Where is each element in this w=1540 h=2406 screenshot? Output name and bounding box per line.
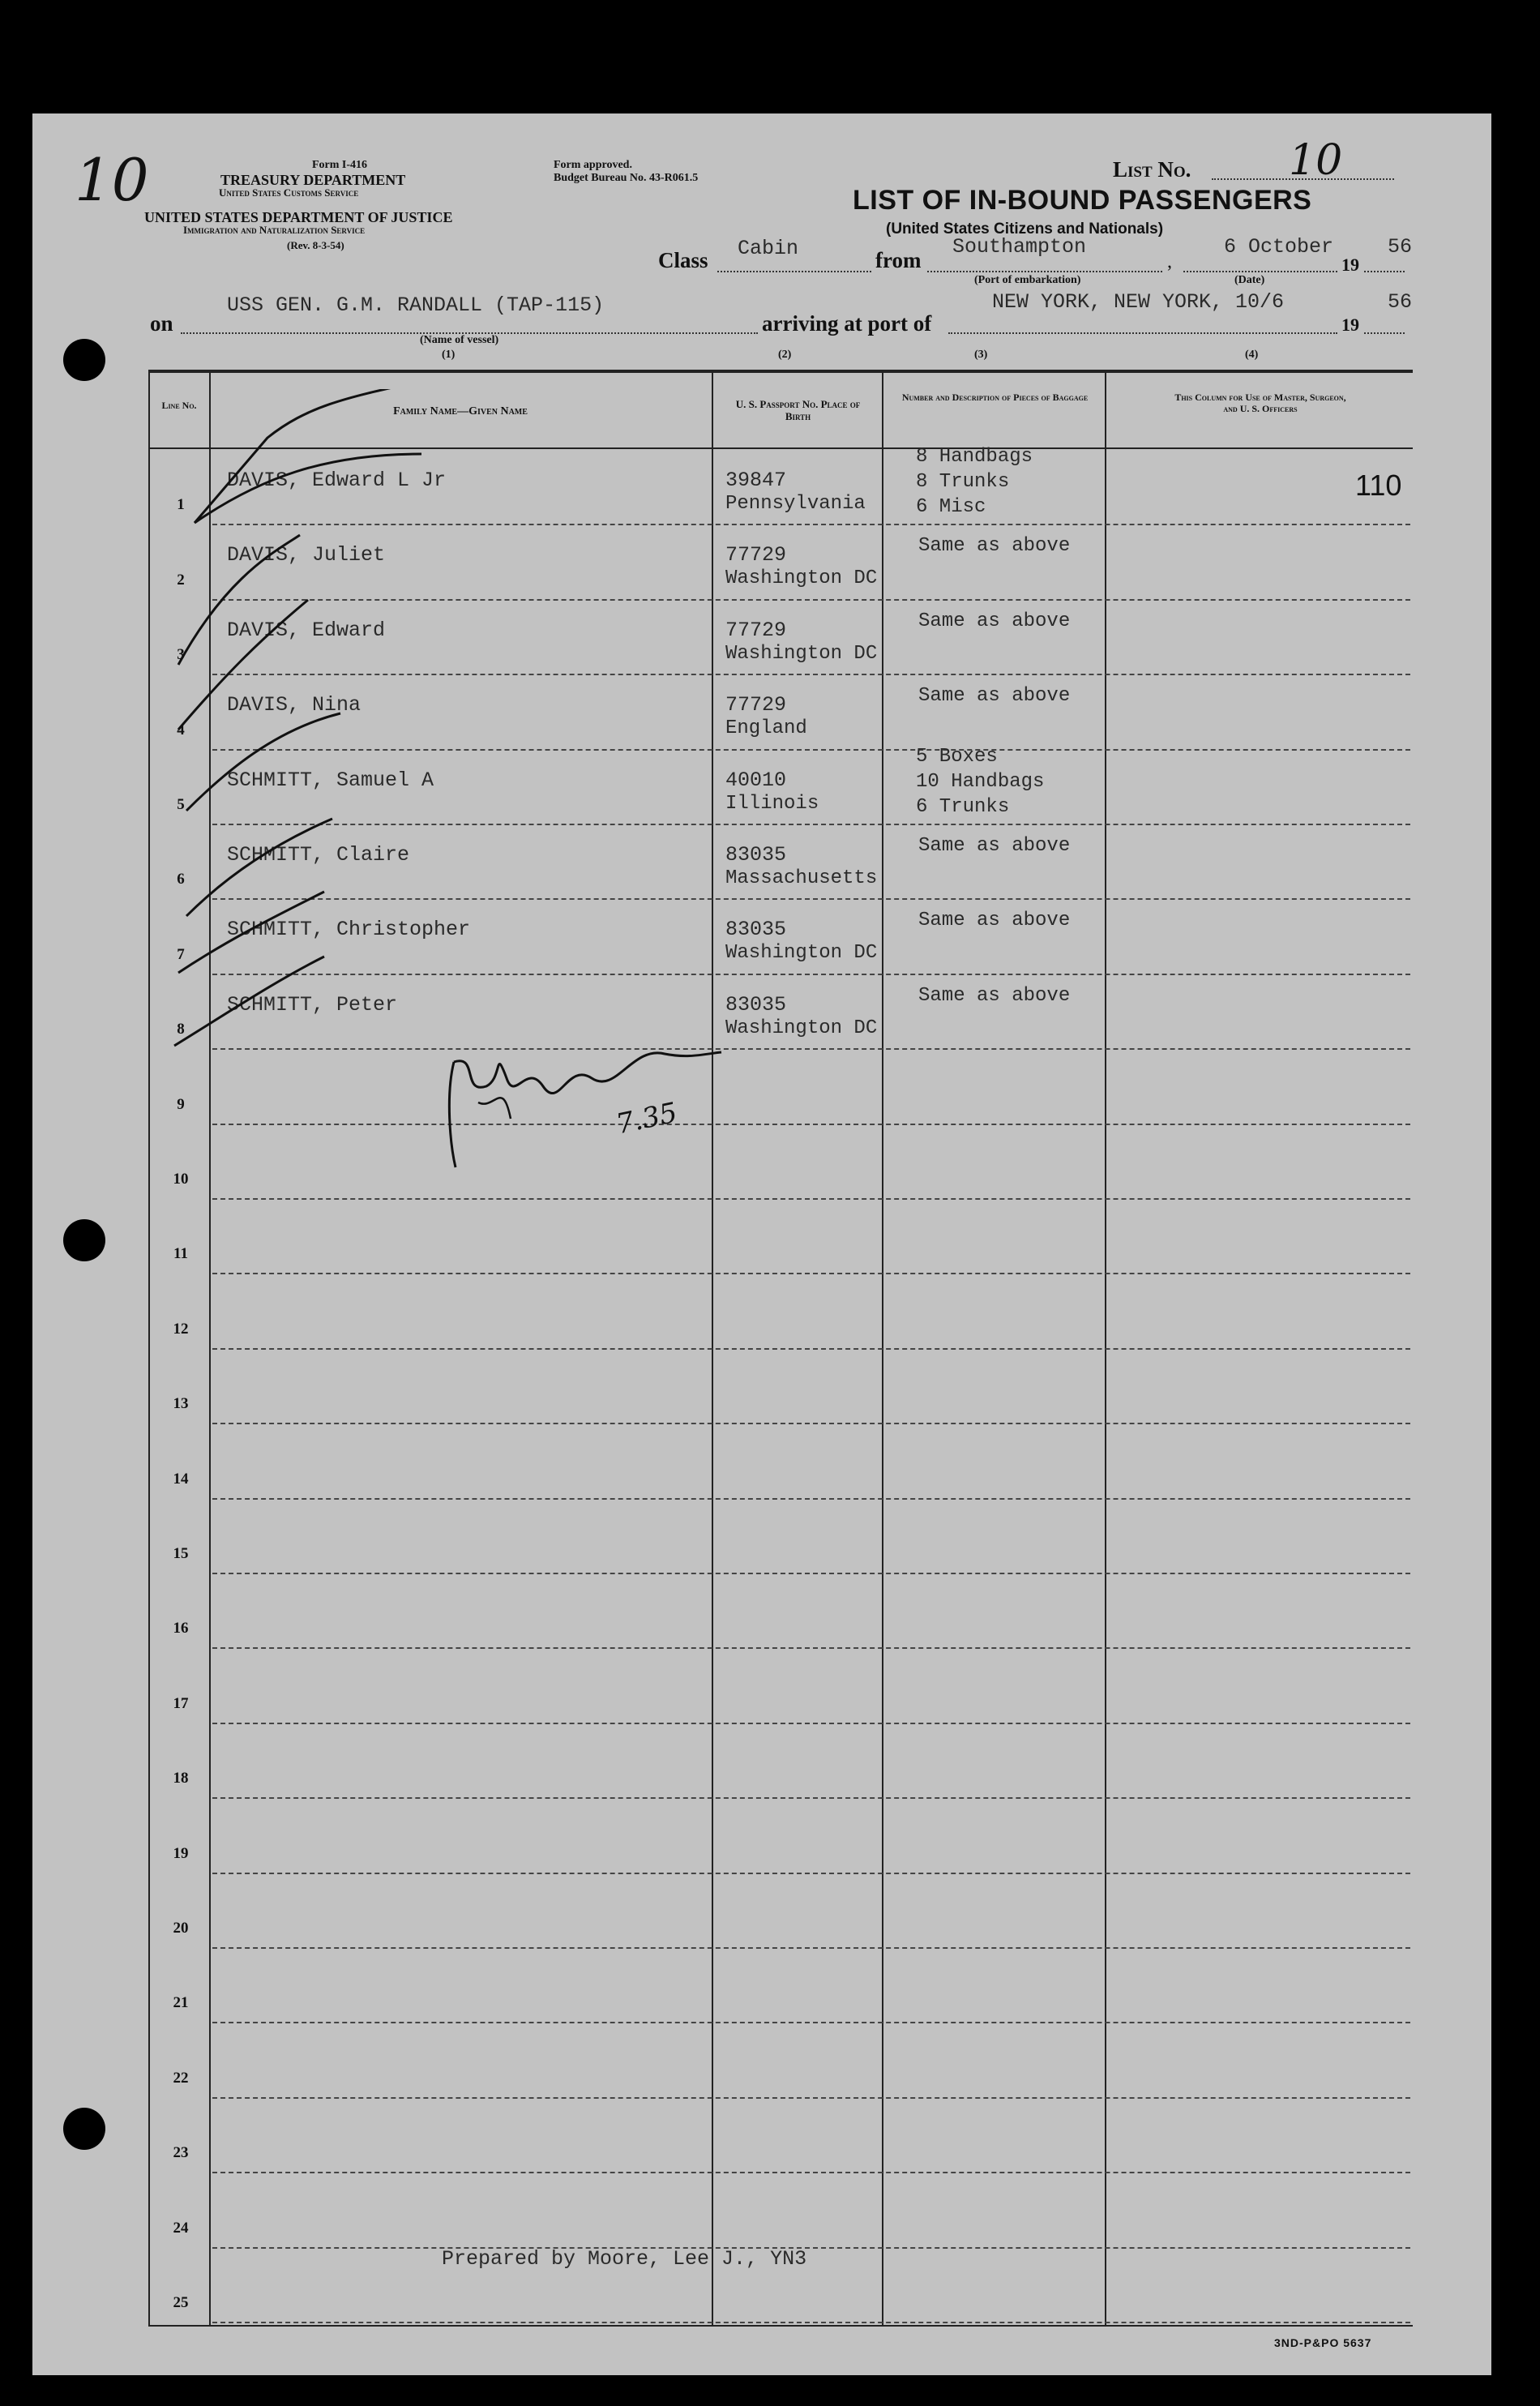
table-bottom-border [148, 2325, 1413, 2327]
justice-dept: UNITED STATES DEPARTMENT OF JUSTICE [144, 209, 453, 225]
passport-number: 77729 [725, 543, 787, 567]
date-caption: (Date) [1234, 274, 1265, 286]
officer-note: 110 [1355, 469, 1402, 502]
year2-field-line [1364, 332, 1405, 334]
row-separator [212, 1198, 1410, 1200]
row-separator [212, 1273, 1410, 1274]
place-of-birth: Pennsylvania [725, 493, 866, 515]
line-number: 17 [173, 1694, 189, 1712]
form-approved: Form approved. [554, 159, 632, 171]
year2-value: 56 [1388, 290, 1413, 314]
vessel-value: USS GEN. G.M. RANDALL (TAP-115) [227, 293, 605, 317]
table-top-border [148, 370, 1413, 373]
handwritten-signature [430, 1030, 738, 1192]
row-separator [212, 2172, 1410, 2173]
prepared-by: Prepared by Moore, Lee J., YN3 [442, 2247, 807, 2271]
row-separator [212, 1647, 1410, 1649]
header-passport: U. S. Passport No. Place of Birth [735, 398, 861, 422]
on-label: on [150, 311, 173, 336]
form-subtitle: (United States Citizens and Nationals) [886, 220, 1164, 238]
baggage-item: Same as above [918, 685, 1071, 708]
header-line-no: Line No. [161, 400, 197, 411]
line-number: 20 [173, 1920, 189, 1937]
baggage-item: Same as above [918, 910, 1071, 932]
line-number: 23 [173, 2144, 189, 2162]
col-number-1: (1) [442, 349, 456, 361]
header-officers: This Column for Use of Master, Surgeon, and U. S. Officers [1174, 392, 1346, 414]
passenger-name: SCHMITT, Christopher [227, 918, 471, 942]
line-number: 7 [177, 945, 185, 963]
from-label: from [875, 248, 922, 272]
revision: (Rev. 8-3-54) [287, 239, 344, 251]
from-comma: , [1167, 251, 1172, 272]
line-number: 21 [173, 1994, 189, 2012]
passport-number: 40010 [725, 768, 787, 792]
line-number: 1 [177, 496, 185, 514]
class-label: Class [658, 248, 708, 272]
line-number: 10 [173, 1171, 189, 1188]
year-value: 56 [1388, 235, 1413, 259]
port-value: NEW YORK, NEW YORK, 10/6 [992, 290, 1285, 314]
class-value: Cabin [738, 237, 799, 260]
punch-hole-top [63, 339, 105, 381]
list-no-value: 10 [1289, 136, 1343, 185]
budget-bureau: Budget Bureau No. 43-R061.5 [554, 172, 699, 184]
baggage-item: Same as above [918, 835, 1071, 857]
from-value: Southampton [952, 235, 1087, 259]
passenger-name: SCHMITT, Claire [227, 843, 410, 867]
punch-hole-bottom [63, 2108, 105, 2150]
row-separator [212, 1348, 1410, 1350]
punch-hole-middle [63, 1219, 105, 1261]
class-field-line [717, 271, 871, 272]
row-separator [212, 1873, 1410, 1874]
row-separator [212, 1947, 1410, 1949]
row-separator [212, 1423, 1410, 1424]
baggage-item: 8 Handbags [916, 446, 1033, 468]
line-number: 4 [177, 721, 185, 738]
line-number: 9 [177, 1095, 185, 1113]
row-separator [212, 2247, 1410, 2249]
baggage-item: Same as above [918, 610, 1071, 632]
row-separator [212, 2097, 1410, 2099]
col-number-2: (2) [778, 349, 792, 361]
place-of-birth: Washington DC [725, 567, 878, 590]
place-of-birth: Illinois [725, 792, 819, 815]
line-number: 3 [177, 646, 185, 664]
handwritten-initials: 7.35 [613, 1096, 681, 1141]
baggage-item: Same as above [918, 984, 1071, 1007]
baggage-item: 5 Boxes [916, 745, 998, 768]
treasury-dept: TREASURY DEPARTMENT [220, 172, 406, 188]
row-check-marks [162, 389, 430, 1070]
list-no-label: List No. [1113, 157, 1191, 182]
print-code: 3ND-P&PO 5637 [1274, 2336, 1372, 2349]
line-number: 8 [177, 1021, 185, 1038]
row-separator [212, 1573, 1410, 1574]
table-left-border [148, 370, 150, 2327]
passport-number: 83035 [725, 843, 787, 867]
baggage-item: 6 Trunks [916, 795, 1010, 818]
passenger-name: DAVIS, Nina [227, 693, 361, 717]
year-field-line [1364, 271, 1405, 272]
place-of-birth: Massachusetts [725, 867, 878, 889]
year2-prefix: 19 [1341, 315, 1359, 335]
port-embarkation-caption: (Port of embarkation) [974, 274, 1081, 286]
passport-number: 77729 [725, 618, 787, 642]
line-number: 11 [173, 1245, 188, 1263]
line-number: 5 [177, 796, 185, 813]
passenger-name: DAVIS, Edward [227, 618, 386, 642]
row-separator [212, 2022, 1410, 2023]
passport-number: 83035 [725, 992, 787, 1017]
passport-number: 39847 [725, 469, 787, 492]
header-family-name: Family Name—Given Name [393, 405, 528, 417]
line-number: 16 [173, 1620, 189, 1638]
baggage-item: 10 Handbags [916, 770, 1045, 793]
place-of-birth: Washington DC [725, 642, 878, 665]
col-number-3: (3) [974, 349, 988, 361]
row-separator [212, 1723, 1410, 1724]
date-field-line [1183, 271, 1337, 272]
baggage-item: 6 Misc [916, 496, 986, 518]
date-value: 6 October [1224, 235, 1334, 259]
row-separator [212, 1124, 1410, 1125]
passenger-name: DAVIS, Edward L Jr [227, 469, 447, 492]
row-separator [212, 1797, 1410, 1799]
passport-number: 77729 [725, 693, 787, 717]
line-number: 2 [177, 571, 185, 589]
place-of-birth: England [725, 717, 807, 740]
header-baggage: Number and Description of Pieces of Baggage [901, 392, 1089, 403]
line-number: 18 [173, 1770, 189, 1787]
passenger-name: DAVIS, Juliet [227, 543, 386, 567]
place-of-birth: Washington DC [725, 1017, 878, 1039]
line-number: 19 [173, 1844, 189, 1862]
row-separator [212, 2322, 1410, 2323]
arriving-label: arriving at port of [762, 311, 932, 336]
margin-note: 10 [75, 146, 149, 214]
passenger-name: SCHMITT, Peter [227, 992, 398, 1017]
passenger-name: SCHMITT, Samuel A [227, 768, 434, 792]
line-number: 6 [177, 871, 185, 888]
vessel-caption: (Name of vessel) [420, 334, 499, 346]
line-number: 14 [173, 1470, 189, 1488]
baggage-item: 8 Trunks [916, 471, 1010, 493]
baggage-item: Same as above [918, 535, 1071, 558]
passport-number: 83035 [725, 918, 787, 942]
port-field-line [948, 332, 1337, 334]
col-number-4: (4) [1245, 349, 1259, 361]
form-number: Form I-416 [312, 159, 368, 171]
ins-service: Immigration and Naturalization Service [183, 224, 366, 236]
line-number: 24 [173, 2219, 189, 2237]
row-separator [212, 1498, 1410, 1500]
line-number: 25 [173, 2294, 189, 2311]
form-title: LIST OF IN-BOUND PASSENGERS [853, 185, 1312, 216]
customs-service: United States Customs Service [219, 186, 359, 199]
line-number: 13 [173, 1395, 189, 1413]
line-number: 15 [173, 1545, 189, 1562]
place-of-birth: Washington DC [725, 942, 878, 965]
year-prefix: 19 [1341, 255, 1359, 275]
line-number: 12 [173, 1320, 189, 1338]
line-number: 22 [173, 2069, 189, 2087]
from-field-line [927, 271, 1162, 272]
